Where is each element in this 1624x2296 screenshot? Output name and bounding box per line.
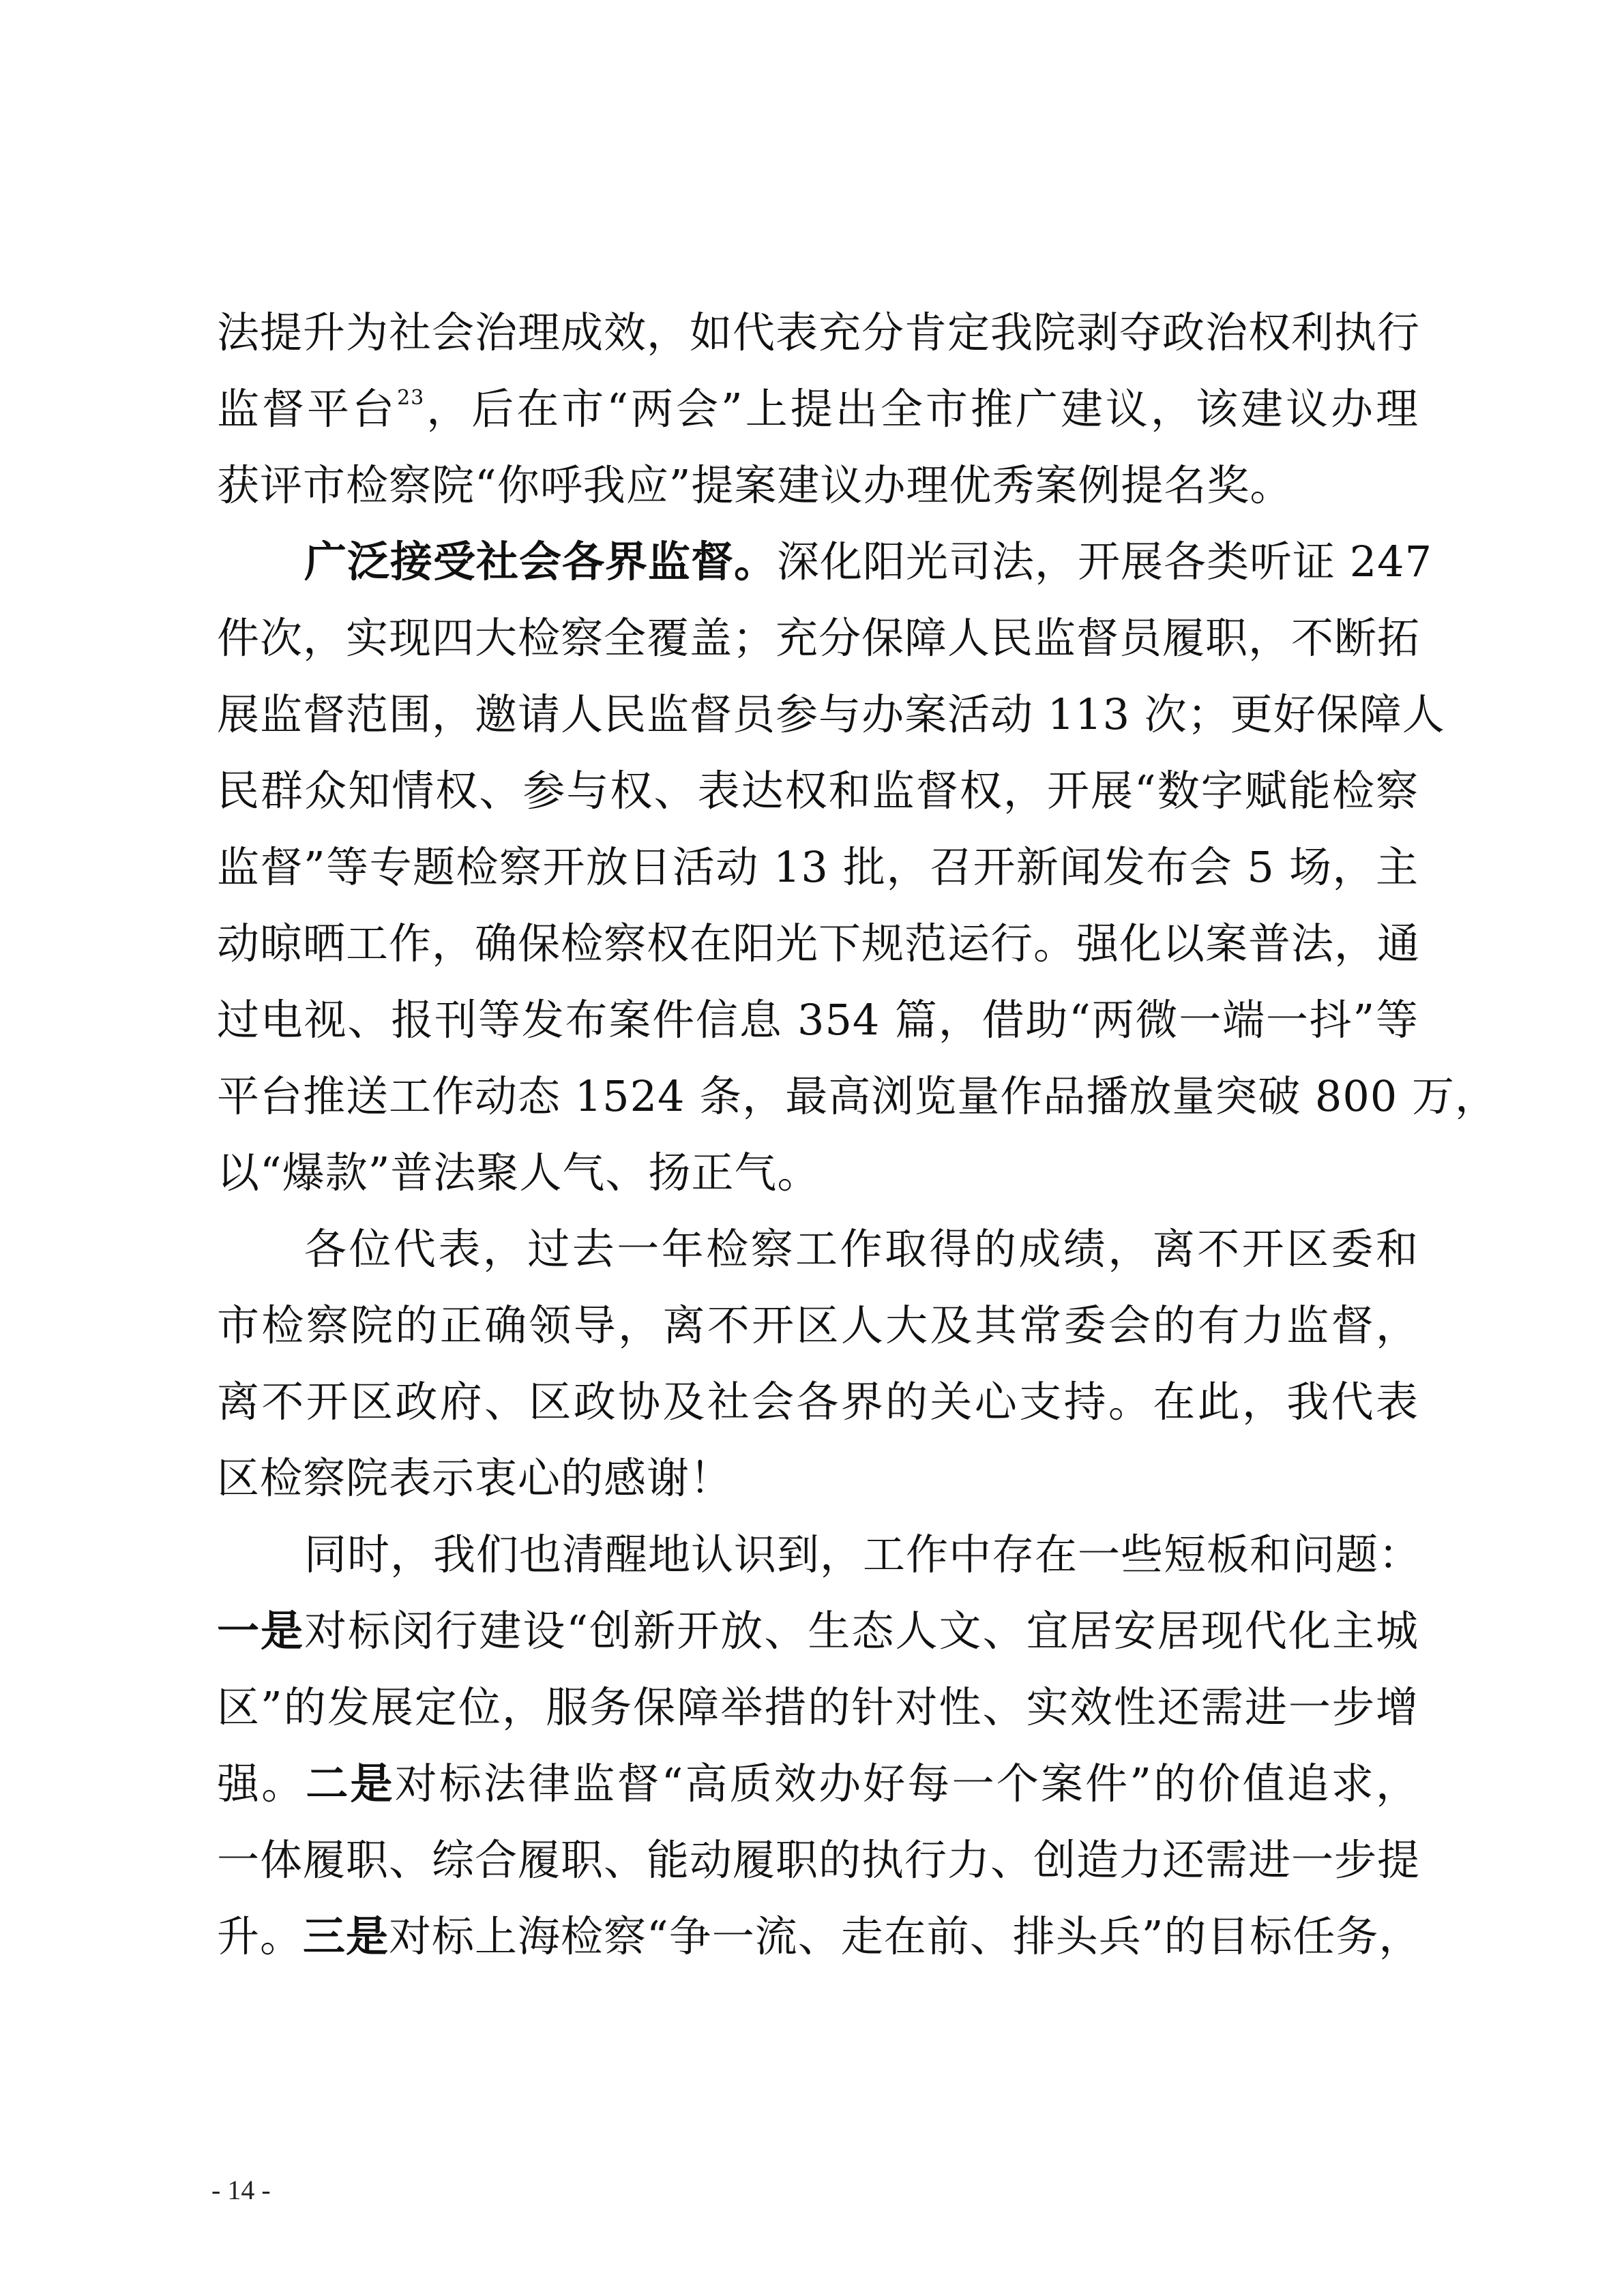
paragraph-2-line-1: [217, 524, 1433, 600]
paragraph-3-line-1: 各位代表，过去一年检察工作取得的成绩，离不开区委和: [304, 1224, 1419, 1274]
paragraph-2-line-3: 展监督范围，邀请人民监督员参与办案活动 113 次；更好保障人: [217, 689, 1445, 739]
paragraph-3-line-4: 区检察院表示衷心的感谢！: [217, 1453, 733, 1503]
paragraph-4-line-6: [217, 1898, 1422, 1975]
paragraph-2-line-4: 民群众知情权、参与权、表达权和监督权，开展“数字赋能检察: [217, 766, 1419, 816]
paragraph-2: [217, 524, 1498, 1211]
paragraph-1: [217, 295, 1419, 524]
point-three-label: 三是: [303, 1911, 389, 1961]
paragraph-2-line-9: 以“爆款”普法聚人气、扬正气。: [217, 1148, 821, 1197]
paragraph-3: [217, 1211, 1419, 1517]
paragraph-4: [217, 1517, 1422, 1975]
paragraph-1-line-3: 获评市检察院“你呼我应”提案建议办理优秀案例提名奖。: [217, 460, 1293, 510]
paragraph-2-heading: 广泛接受社会各界监督。: [304, 537, 778, 586]
paragraph-4-line-6-end: 对标上海检察“争一流、走在前、排头兵”的目标任务，: [389, 1911, 1422, 1961]
paragraph-1-line-1: 法提升为社会治理成效，如代表充分肯定我院剥夺政治权利执行: [217, 308, 1421, 357]
footnote-ref-23[interactable]: 23: [397, 386, 425, 410]
paragraph-2-line-6: 动晾晒工作，确保检察权在阳光下规范运行。强化以案普法，通: [217, 919, 1421, 968]
paragraph-4-line-4-start: 强。: [217, 1759, 306, 1808]
paragraph-4-line-4: [217, 1746, 1419, 1822]
paragraph-2-line-7: 过电视、报刊等发布案件信息 354 篇，借助“两微一端一抖”等: [217, 995, 1419, 1045]
paragraph-3-line-2: 市检察院的正确领导，离不开区人大及其常委会的有力监督，: [217, 1300, 1419, 1350]
paragraph-4-line-4-end: 对标法律监督“高质效办好每一个案件”的价值追求，: [394, 1759, 1419, 1808]
paragraph-3-line-3: 离不开区政府、区政协及社会各界的关心支持。在此，我代表: [217, 1377, 1419, 1427]
paragraph-4-line-5: 一体履职、综合履职、能动履职的执行力、创造力还需进一步提: [217, 1835, 1421, 1885]
paragraph-4-line-1: 同时，我们也清醒地认识到，工作中存在一些短板和问题：: [304, 1530, 1422, 1579]
paragraph-1-line-2-end: ，后在市“两会”上提出全市推广建议，该建议办理: [424, 384, 1419, 434]
body-text: [217, 295, 1498, 1975]
paragraph-1-line-2-start: 监督平台: [217, 384, 398, 434]
paragraph-2-line-1-text: 深化阳光司法，开展各类听证 247: [777, 537, 1433, 586]
point-one-label: 一是: [217, 1606, 305, 1656]
paragraph-4-line-2: [217, 1593, 1419, 1669]
paragraph-4-line-2-text: 对标闵行建设“创新开放、生态人文、宜居安居现代化主城: [304, 1606, 1419, 1656]
paragraph-4-line-3: 区”的发展定位，服务保障举措的针对性、实效性还需进一步增: [217, 1682, 1419, 1732]
paragraph-1-line-2: [217, 371, 1419, 447]
page-number: - 14 -: [211, 2175, 271, 2205]
point-two-label: 二是: [306, 1759, 395, 1808]
paragraph-4-line-6-start: 升。: [217, 1911, 304, 1961]
paragraph-2-line-8: 平台推送工作动态 1524 条，最高浏览量作品播放量突破 800 万，: [217, 1071, 1498, 1121]
paragraph-2-line-5: 监督”等专题检察开放日活动 13 批，召开新闻发布会 5 场，主: [217, 842, 1419, 892]
paragraph-2-line-2: 件次，实现四大检察全覆盖；充分保障人民监督员履职，不断拓: [217, 613, 1421, 663]
